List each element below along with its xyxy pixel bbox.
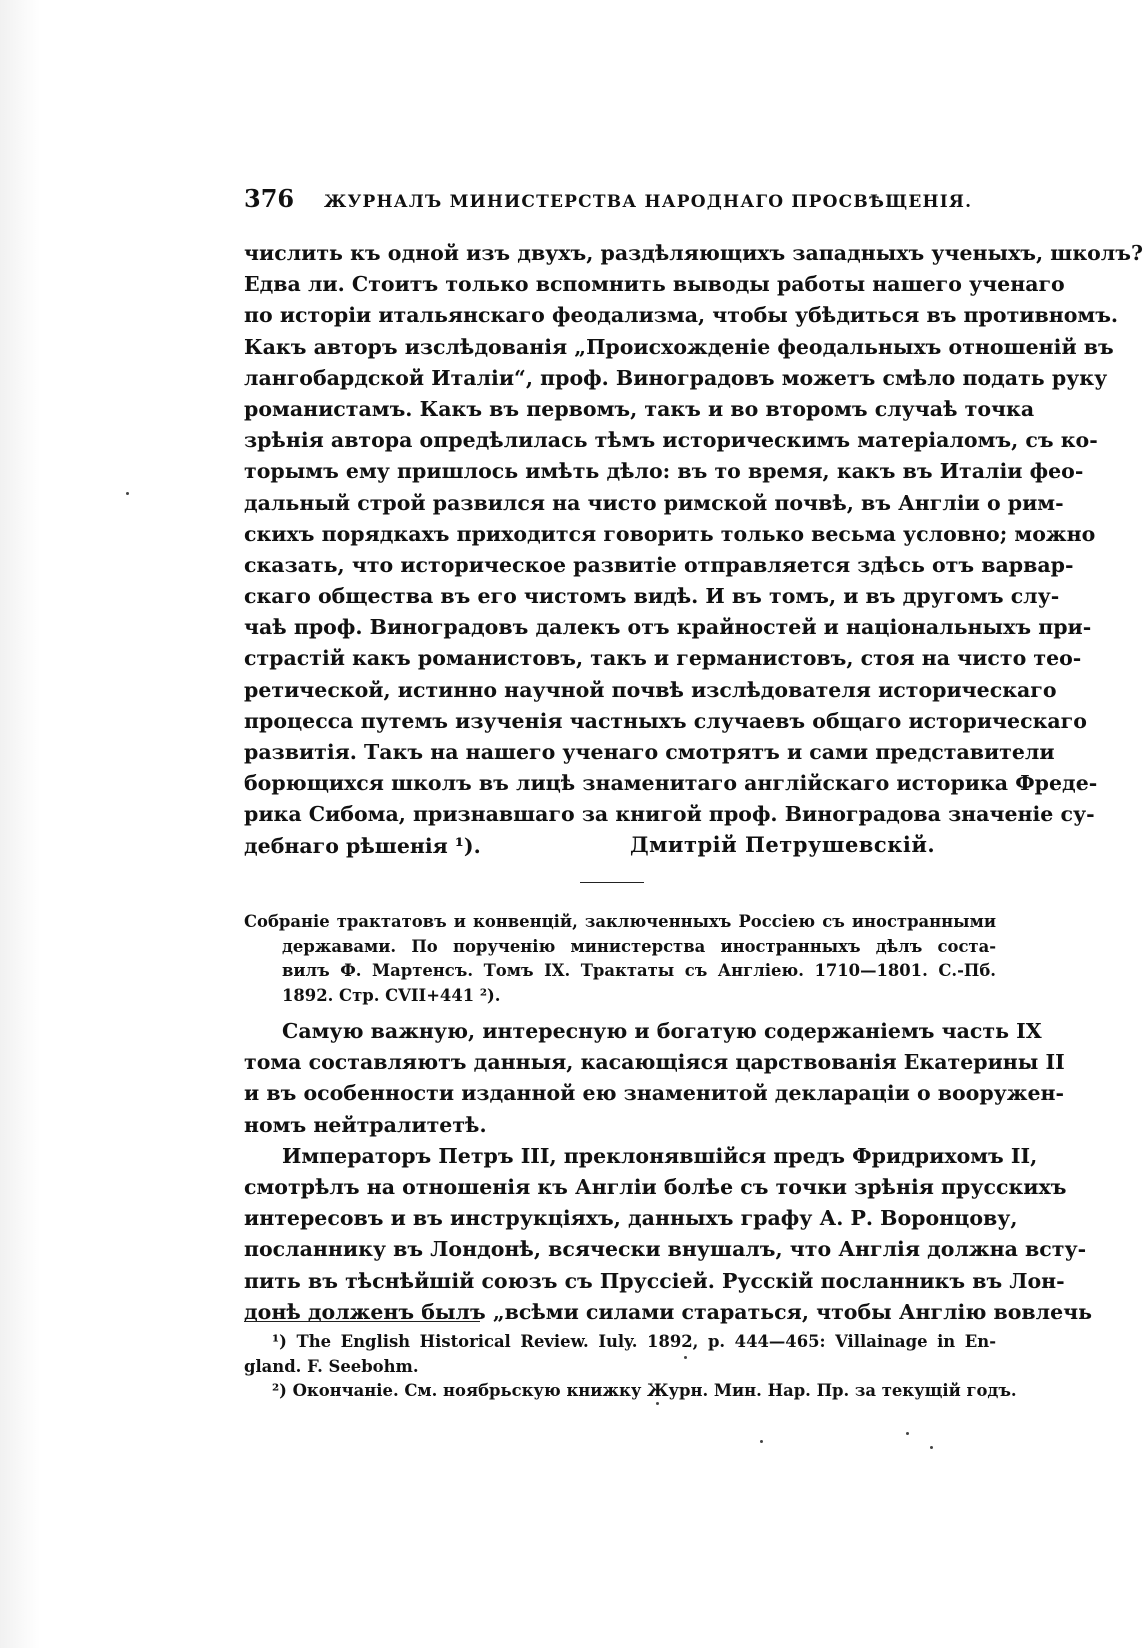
scan-speck [684,1356,687,1359]
text-line: сказать, что историческое развитіе отправляется здѣсь отъ варвар- [244,552,1074,577]
text-line: романистамъ. Какъ въ первомъ, такъ и во второмъ случаѣ точка [244,396,1035,421]
text-line: по исторіи итальянскаго феодализма, чтобы убѣдиться въ противномъ. [244,303,1119,328]
scan-speck [930,1446,933,1449]
footnote-line: gland. F. Seebohm. [244,1356,419,1376]
journal-title: ЖУРНАЛЪ МИНИСТЕРСТВА НАРОДНАГО ПРОСВѢЩЕНІЯ. [324,192,973,212]
text-line: торымъ ему пришлось имѣть дѣло: въ то время, какъ въ Италіи фео- [244,459,1084,484]
footnote-rule [244,1321,480,1322]
citation-line: 1892. Стр. CVII+441 ²). [282,985,501,1005]
text-line: Самую важную, интересную и богатую содержаніемъ часть IX [282,1019,1042,1043]
text-line: и въ особенности изданной ею знаменитой деклараціи о вооружен- [244,1081,1065,1106]
running-header [244,184,996,214]
author-signature: Дмитрій Петрушевскій. [630,832,936,857]
scan-speck [760,1440,763,1443]
citation-line: Собраніе трактатовъ и конвенцій, заключенныхъ Россіею съ иностранными [244,912,996,931]
text-line: тома составляютъ данныя, касающіяся царствованія Екатерины II [244,1050,1065,1075]
text-line: страстій какъ романистовъ, такъ и германистовъ, стоя на чисто тео- [244,646,1082,671]
footnotes [244,1330,1017,1404]
text-line: смотрѣлъ на отношенія къ Англіи болѣе съ точки зрѣнія прусскихъ [244,1174,1067,1199]
scan-speck [126,492,129,495]
citation-line: державами. По порученію министерства иностранныхъ дѣлъ соста- [282,936,996,956]
text-line: Императоръ Петръ III, преклонявшійся предъ Фридрихомъ II, [282,1143,1038,1168]
text-line: числить къ одной изъ двухъ, раздѣляющихъ западныхъ ученыхъ, школъ? [244,241,1143,265]
text-line: процесса путемъ изученія частныхъ случаевъ общаго историческаго [244,708,1087,733]
article-text [244,238,1143,862]
text-line: рика Сибома, признавшаго за книгой проф. Виноградова значеніе су- [244,802,1095,827]
text-line: интересовъ и въ инструкціяхъ, данныхъ графу А. Р. Воронцову, [244,1206,1018,1231]
review-citation [244,910,996,1008]
text-line: Едва ли. Стоитъ только вспомнить выводы работы нашего ученаго [244,272,1065,297]
text-line: дальный строй развился на чисто римской почвѣ, въ Англіи о рим- [244,490,1064,515]
text-line: ретической, истинно научной почвѣ изслѣдователя историческаго [244,677,1057,702]
scan-edge-shadow [0,0,40,1648]
citation-line: вилъ Ф. Мартенсъ. Томъ IX. Трактаты съ Англіею. 1710—1801. С.-Пб. [282,961,996,981]
text-line: борющихся школъ въ лицѣ знаменитаго англійскаго историка Фреде- [244,771,1098,796]
scan-speck [906,1432,909,1435]
text-line: номъ нейтралитетѣ. [244,1112,487,1137]
text-line: пить въ тѣснѣйшій союзъ съ Пруссіей. Русскій посланникъ въ Лон- [244,1268,1065,1293]
footnote-line: ²) Окончаніе. См. ноябрьскую книжку Журн. Мин. Нар. Пр. за текущій годъ. [272,1381,1017,1401]
text-line: лангобардской Италіи“, проф. Виноградовъ можетъ смѣло подать руку [244,365,1108,390]
text-line: дебнаго рѣшенія ¹). [244,833,481,858]
text-line: посланнику въ Лондонѣ, всячески внушалъ, что Англія должна всту- [244,1237,1087,1262]
text-line: развитія. Такъ на нашего ученаго смотрятъ и сами представители [244,740,1055,764]
footnote-line: ¹) The English Historical Review. Iuly. 1892, p. 444—465: Villainage in En- [272,1332,996,1351]
text-line: зрѣнія автора опредѣлилась тѣмъ историческимъ матеріаломъ, съ ко- [244,428,1098,453]
text-line: донѣ долженъ былъ „всѣми силами стараться, чтобы Англію вовлечь [244,1299,1093,1324]
scan-speck [656,1402,659,1405]
review-text [244,1016,1093,1328]
text-line: скихъ порядкахъ приходится говорить только весьма условно; можно [244,521,1096,546]
text-line: чаѣ проф. Виноградовъ далекъ отъ крайностей и національныхъ при- [244,615,1092,640]
section-separator [580,882,644,883]
text-line: Какъ авторъ изслѣдованія „Происхожденіе феодальныхъ отношеній въ [244,334,1114,359]
page-number: 376 [244,184,295,213]
text-line: скаго общества въ его чистомъ видѣ. И въ томъ, и въ другомъ слу- [244,584,1060,609]
